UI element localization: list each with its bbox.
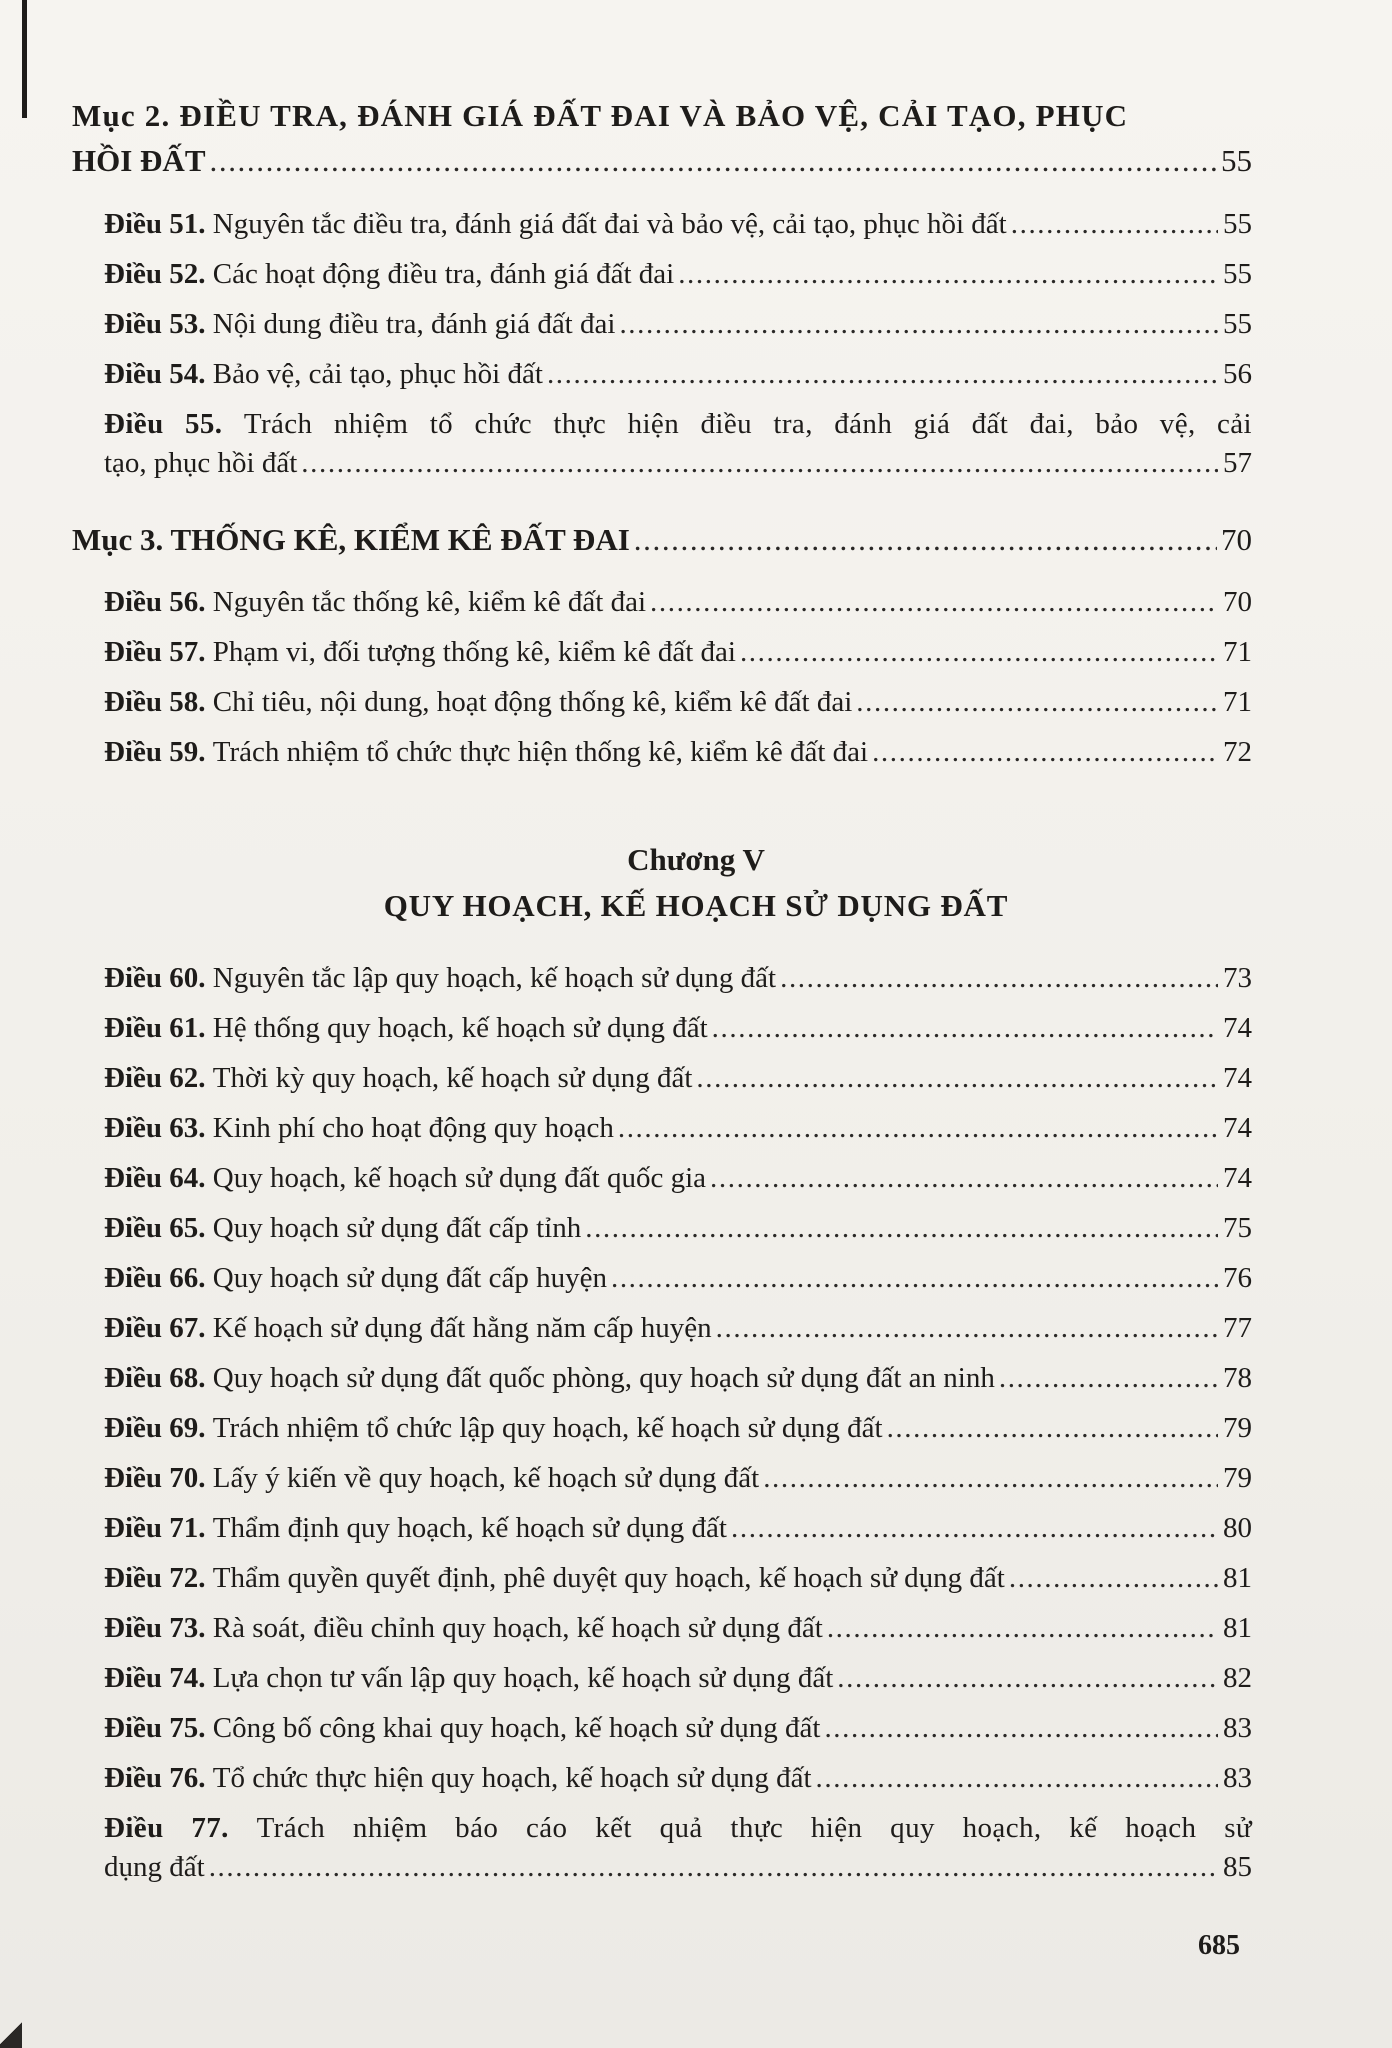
article-number: Điều 73.: [104, 1612, 206, 1644]
article-title: Thời kỳ quy hoạch, kế hoạch sử dụng đất: [212, 1062, 693, 1094]
page-number: 70: [1223, 586, 1252, 618]
article-number: Điều 65.: [104, 1212, 206, 1244]
page-number: 56: [1223, 358, 1252, 390]
toc-entry-dieu-53[interactable]: [104, 308, 1252, 341]
article-number: Điều 54.: [104, 358, 206, 390]
dot-leader: [634, 522, 1217, 558]
page-number: 74: [1223, 1062, 1252, 1094]
page-number: 80: [1223, 1512, 1252, 1544]
article-number: Điều 74.: [104, 1662, 206, 1694]
page-number: 75: [1223, 1212, 1252, 1244]
article-title: Thẩm quyền quyết định, phê duyệt quy hoạch, kế hoạch sử dụng đất: [212, 1562, 1005, 1594]
toc-entry-dieu-65[interactable]: [104, 1212, 1252, 1245]
page-number: 79: [1223, 1462, 1252, 1494]
toc-entry-dieu-58[interactable]: [104, 686, 1252, 719]
article-number: Điều 51.: [104, 208, 206, 240]
dot-leader: [837, 1662, 1218, 1695]
article-title: Quy hoạch sử dụng đất cấp tỉnh: [212, 1212, 582, 1244]
page-number: 71: [1223, 686, 1252, 718]
article-number: Điều 57.: [104, 636, 206, 668]
article-title-line1: Trách nhiệm báo cáo kết quả thực hiện quy hoạch, kế hoạch sử: [256, 1812, 1253, 1844]
article-title: Quy hoạch sử dụng đất quốc phòng, quy hoạch sử dụng đất an ninh: [212, 1362, 995, 1394]
article-title: Thẩm định quy hoạch, kế hoạch sử dụng đất: [212, 1512, 727, 1544]
toc-entry-dieu-67[interactable]: [104, 1312, 1252, 1345]
toc-entry-dieu-51[interactable]: [104, 208, 1252, 241]
article-number: Điều 71.: [104, 1512, 206, 1544]
article-number: Điều 60.: [104, 962, 206, 994]
article-title: Nguyên tắc điều tra, đánh giá đất đai và bảo vệ, cải tạo, phục hồi đất: [212, 208, 1007, 240]
article-title: Kế hoạch sử dụng đất hằng năm cấp huyện: [212, 1312, 712, 1344]
dot-leader: [763, 1462, 1218, 1495]
dot-leader: [740, 636, 1218, 669]
toc-entry-dieu-54[interactable]: [104, 358, 1252, 391]
article-number: Điều 63.: [104, 1112, 206, 1144]
article-number: Điều 61.: [104, 1012, 206, 1044]
article-number: Điều 70.: [104, 1462, 206, 1494]
page-number: 71: [1223, 636, 1252, 668]
article-title: Nội dung điều tra, đánh giá đất đai: [212, 308, 616, 340]
entry-line1: [104, 408, 1252, 441]
dot-leader: [1009, 1562, 1218, 1595]
article-title: Chỉ tiêu, nội dung, hoạt động thống kê, kiểm kê đất đai: [212, 686, 853, 718]
section-page-number: 70: [1221, 522, 1252, 557]
article-number: Điều 58.: [104, 686, 206, 718]
article-title: Tổ chức thực hiện quy hoạch, kế hoạch sử dụng đất: [212, 1762, 812, 1794]
article-number: Điều 66.: [104, 1262, 206, 1294]
page-number: 55: [1223, 258, 1252, 290]
toc-entry-dieu-59[interactable]: [104, 736, 1252, 769]
section-heading-text: Mục 3. THỐNG KÊ, KIỂM KÊ ĐẤT ĐAI: [72, 522, 630, 557]
page-number: 82: [1223, 1662, 1252, 1694]
article-number: Điều 59.: [104, 736, 206, 768]
entry-line1: [104, 1812, 1252, 1845]
article-title: Lựa chọn tư vấn lập quy hoạch, kế hoạch sử dụng đất: [212, 1662, 834, 1694]
toc-entry-dieu-57[interactable]: [104, 636, 1252, 669]
toc-entry-dieu-62[interactable]: [104, 1062, 1252, 1095]
article-title: Quy hoạch sử dụng đất cấp huyện: [212, 1262, 607, 1294]
dot-leader: [716, 1312, 1218, 1345]
toc-entry-dieu-63[interactable]: [104, 1112, 1252, 1145]
toc-entry-dieu-52[interactable]: [104, 258, 1252, 291]
article-number: Điều 69.: [104, 1412, 206, 1444]
page-number: 55: [1223, 308, 1252, 340]
toc-entry-dieu-72[interactable]: [104, 1562, 1252, 1595]
toc-entry-dieu-77[interactable]: [104, 1812, 1252, 1884]
dot-leader: [824, 1712, 1218, 1745]
page-number: 83: [1223, 1712, 1252, 1744]
toc-entry-dieu-75[interactable]: [104, 1712, 1252, 1745]
entry-line2: [104, 447, 1252, 480]
article-title: Trách nhiệm tổ chức thực hiện thống kê, kiểm kê đất đai: [212, 736, 869, 768]
dot-leader: [872, 736, 1218, 769]
article-number: Điều 67.: [104, 1312, 206, 1344]
article-title-line2: dụng đất: [104, 1851, 205, 1883]
article-title: Bảo vệ, cải tạo, phục hồi đất: [212, 358, 543, 390]
article-number: Điều 75.: [104, 1712, 206, 1744]
article-number: Điều 62.: [104, 1062, 206, 1094]
chapter-label: Chương V: [627, 842, 765, 877]
dot-leader: [710, 1162, 1218, 1195]
dot-leader: [780, 962, 1218, 995]
dot-leader: [619, 308, 1218, 341]
toc-entry-dieu-69[interactable]: [104, 1412, 1252, 1445]
page-number: 83: [1223, 1762, 1252, 1794]
page-number: 79: [1223, 1412, 1252, 1444]
toc-entry-dieu-74[interactable]: [104, 1662, 1252, 1695]
section-heading-line2: [72, 143, 1252, 179]
article-title-line1: Trách nhiệm tổ chức thực hiện điều tra, đánh giá đất đai, bảo vệ, cải: [243, 408, 1253, 440]
section-page-number: 55: [1221, 143, 1252, 178]
page-number: 77: [1223, 1312, 1252, 1344]
article-title: Kinh phí cho hoạt động quy hoạch: [212, 1112, 614, 1144]
article-number: Điều 64.: [104, 1162, 206, 1194]
dot-leader: [678, 258, 1218, 291]
page-number: 78: [1223, 1362, 1252, 1394]
toc-entry-dieu-66[interactable]: [104, 1262, 1252, 1295]
dot-leader: [210, 143, 1218, 179]
article-title: Nguyên tắc thống kê, kiểm kê đất đai: [212, 586, 647, 618]
article-number: Điều 77.: [104, 1812, 229, 1844]
page-number: 81: [1223, 1562, 1252, 1594]
dot-leader: [209, 1851, 1218, 1884]
page-number: 72: [1223, 736, 1252, 768]
section-heading-muc-3: [72, 522, 1252, 558]
dot-leader: [611, 1262, 1218, 1295]
page-number: 74: [1223, 1012, 1252, 1044]
toc-entry-dieu-68[interactable]: [104, 1362, 1252, 1395]
page-number: 57: [1223, 447, 1252, 479]
page-folio-number: 685: [1198, 1930, 1240, 1961]
dot-leader: [816, 1762, 1218, 1795]
toc-entry-dieu-64[interactable]: [104, 1162, 1252, 1195]
section-heading-line1: Mục 2. ĐIỀU TRA, ĐÁNH GIÁ ĐẤT ĐAI VÀ BẢO VỆ, CẢI TẠO, PHỤC: [72, 98, 1129, 133]
toc-entry-dieu-60[interactable]: [104, 962, 1252, 995]
article-number: Điều 55.: [104, 408, 223, 440]
page-number: 85: [1223, 1851, 1252, 1883]
dot-leader: [585, 1212, 1218, 1245]
toc-entry-dieu-61[interactable]: [104, 1012, 1252, 1045]
toc-entry-dieu-55[interactable]: [104, 408, 1252, 480]
article-title: Lấy ý kiến về quy hoạch, kế hoạch sử dụng đất: [212, 1462, 760, 1494]
article-number: Điều 68.: [104, 1362, 206, 1394]
dot-leader: [887, 1412, 1218, 1445]
article-title: Công bố công khai quy hoạch, kế hoạch sử dụng đất: [212, 1712, 821, 1744]
article-number: Điều 76.: [104, 1762, 206, 1794]
article-number: Điều 72.: [104, 1562, 206, 1594]
dot-leader: [731, 1512, 1218, 1545]
article-title: Phạm vi, đối tượng thống kê, kiểm kê đất đai: [212, 636, 736, 668]
dot-leader: [712, 1012, 1218, 1045]
corner-shadow: [0, 2018, 22, 2048]
article-number: Điều 52.: [104, 258, 206, 290]
section-heading-line2-text: HỒI ĐẤT: [72, 143, 206, 178]
page-number: 76: [1223, 1262, 1252, 1294]
entry-line2: [104, 1851, 1252, 1884]
chapter-title: QUY HOẠCH, KẾ HOẠCH SỬ DỤNG ĐẤT: [383, 888, 1009, 923]
dot-leader: [618, 1112, 1218, 1145]
article-title: Nguyên tắc lập quy hoạch, kế hoạch sử dụng đất: [212, 962, 777, 994]
article-number: Điều 56.: [104, 586, 206, 618]
dot-leader: [827, 1612, 1218, 1645]
page-number: 74: [1223, 1112, 1252, 1144]
article-title: Hệ thống quy hoạch, kế hoạch sử dụng đất: [212, 1012, 708, 1044]
toc-entry-dieu-73[interactable]: [104, 1612, 1252, 1645]
dot-leader: [650, 586, 1218, 619]
article-title: Các hoạt động điều tra, đánh giá đất đai: [212, 258, 675, 290]
dot-leader: [301, 447, 1218, 480]
spine-edge-line: [22, 0, 27, 118]
article-title: Quy hoạch, kế hoạch sử dụng đất quốc gia: [212, 1162, 707, 1194]
dot-leader: [1011, 208, 1218, 241]
toc-entry-dieu-56[interactable]: [104, 586, 1252, 619]
dot-leader: [547, 358, 1218, 391]
dot-leader: [856, 686, 1218, 719]
toc-entry-dieu-70[interactable]: [104, 1462, 1252, 1495]
page-number: 81: [1223, 1612, 1252, 1644]
toc-entry-dieu-76[interactable]: [104, 1762, 1252, 1795]
section-heading-muc-2: [72, 98, 1252, 188]
dot-leader: [999, 1362, 1218, 1395]
dot-leader: [696, 1062, 1218, 1095]
toc-entry-dieu-71[interactable]: [104, 1512, 1252, 1545]
page-number: 55: [1223, 208, 1252, 240]
article-title-line2: tạo, phục hồi đất: [104, 447, 298, 479]
page-number: 73: [1223, 962, 1252, 994]
page-number: 74: [1223, 1162, 1252, 1194]
article-title: Rà soát, điều chỉnh quy hoạch, kế hoạch sử dụng đất: [212, 1612, 823, 1644]
article-title: Trách nhiệm tổ chức lập quy hoạch, kế hoạch sử dụng đất: [212, 1412, 883, 1444]
article-number: Điều 53.: [104, 308, 206, 340]
